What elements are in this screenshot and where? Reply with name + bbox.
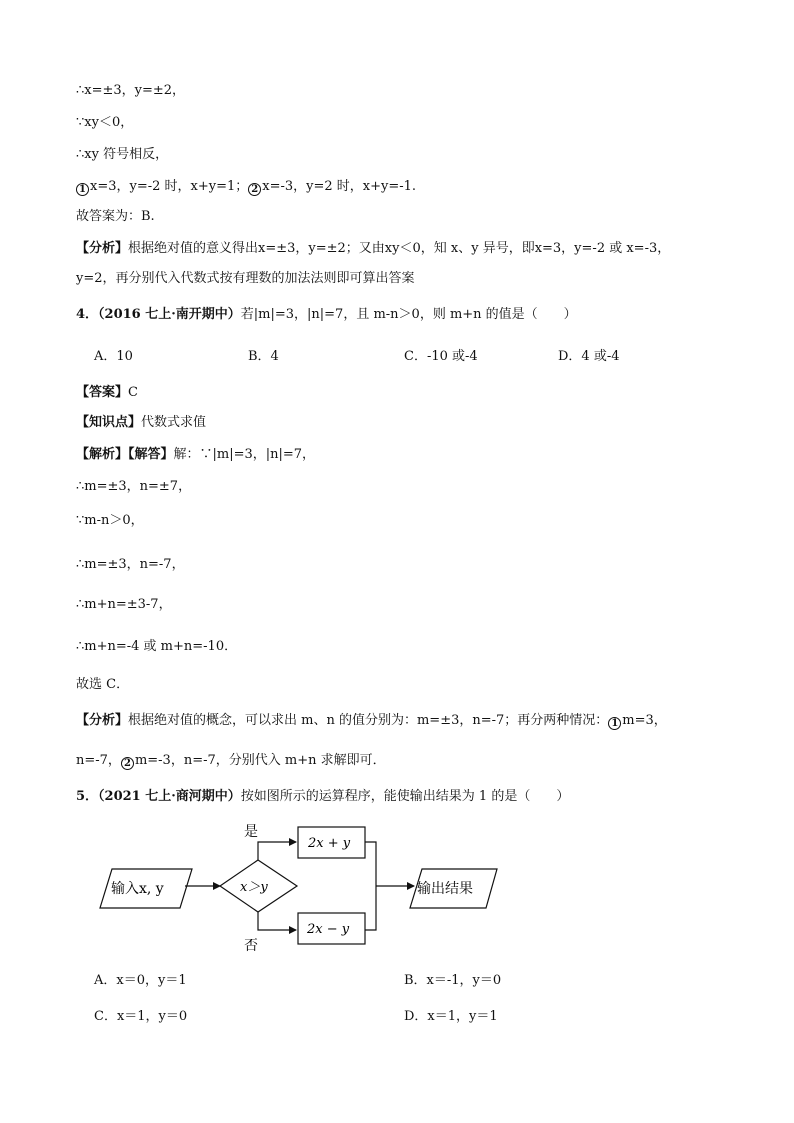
circled-number-1: 1	[608, 717, 621, 730]
q4-solution-line-6: ∴m+n=-4 或 m+n=-10．	[76, 639, 238, 654]
question-source: （2021 七上·商河期中）	[98, 789, 241, 804]
q4-solution-line-3: ∵m-n＞0，	[76, 513, 144, 528]
analysis-case-2: m=-3，n=-7，分别代入 m+n 求解即可．	[134, 753, 386, 768]
yes-label: 是	[244, 824, 258, 840]
q4-solution-line-4: ∴m=±3，n=-7，	[76, 557, 185, 572]
solution-tag: 【解析】【解答】	[76, 447, 174, 462]
knowledge-text: 代数式求值	[141, 415, 207, 430]
prev-step-2: ∵xy＜0，	[76, 115, 134, 130]
question-text: 按如图所示的运算程序，能使输出结果为 1 的是（ ）	[240, 789, 570, 804]
analysis-tag: 【分析】	[76, 713, 129, 728]
question-source: （2016 七上·南开期中）	[98, 307, 241, 322]
analysis-text: 根据绝对值的意义得出x=±3，y=±2；又由xy＜0，知 x、y 异号，即x=3，y=-2 或 x=-3，	[128, 241, 671, 256]
analysis-tag: 【分析】	[76, 241, 129, 256]
q5-option-d: D．x＝1，y＝1	[404, 1009, 498, 1024]
condition-label: x＞y	[240, 880, 268, 895]
answer-value: C	[128, 385, 138, 400]
solution-text: 解：∵|m|=3，|n|=7，	[173, 447, 316, 462]
question-text: 若|m|=3，|n|=7，且 m-n＞0，则 m+n 的值是（ ）	[240, 307, 577, 322]
bottom-expression: 2x − y	[307, 922, 350, 937]
circled-number-2: 2	[121, 757, 134, 770]
prev-step-1: ∴x=±3，y=±2，	[76, 83, 186, 98]
q4-option-d: D．4 或-4	[558, 349, 620, 364]
q5-option-c: C．x＝1，y＝0	[94, 1009, 188, 1024]
input-label: 输入x, y	[111, 881, 164, 897]
knowledge-tag: 【知识点】	[76, 415, 142, 430]
circled-number-1: 1	[76, 183, 89, 196]
q5-option-a: A．x＝0，y＝1	[94, 973, 187, 988]
q4-solution-line-7: 故选 C．	[76, 677, 130, 692]
question-number: 5．	[76, 789, 99, 804]
case-2-text: x=-3，y=2 时，x+y=-1.	[262, 179, 417, 194]
analysis-case-1: m=3，	[622, 713, 667, 728]
q4-solution-line-5: ∴m+n=±3-7，	[76, 597, 172, 612]
question-number: 4．	[76, 307, 99, 322]
analysis-text: 根据绝对值的概念，可以求出 m、n 的值分别为：m=±3，n=-7；再分两种情况：	[128, 713, 609, 728]
prev-analysis-line-2: y=2，再分别代入代数式按有理数的加法法则即可算出答案	[76, 271, 415, 286]
prev-answer: 故答案为：B.	[76, 209, 155, 224]
no-label: 否	[244, 938, 258, 954]
answer-tag: 【答案】	[76, 385, 129, 400]
analysis-text: n=-7，	[76, 753, 121, 768]
yes-branch-arrow	[258, 842, 296, 860]
top-expression: 2x + y	[308, 836, 351, 851]
circled-number-2: 2	[248, 183, 261, 196]
q4-option-a: A．10	[94, 349, 133, 364]
output-label: 输出结果	[417, 881, 473, 897]
q5-option-b: B．x＝-1，y＝0	[404, 973, 502, 988]
q4-option-b: B．4	[248, 349, 279, 364]
q4-option-c: C．-10 或-4	[404, 349, 478, 364]
merge-connector	[365, 842, 376, 930]
q4-solution-line-2: ∴m=±3，n=±7，	[76, 479, 192, 494]
case-1-text: x=3，y=-2 时，x+y=1；	[90, 179, 249, 194]
no-branch-arrow	[258, 912, 296, 930]
prev-step-3: ∴xy 符号相反，	[76, 147, 169, 162]
